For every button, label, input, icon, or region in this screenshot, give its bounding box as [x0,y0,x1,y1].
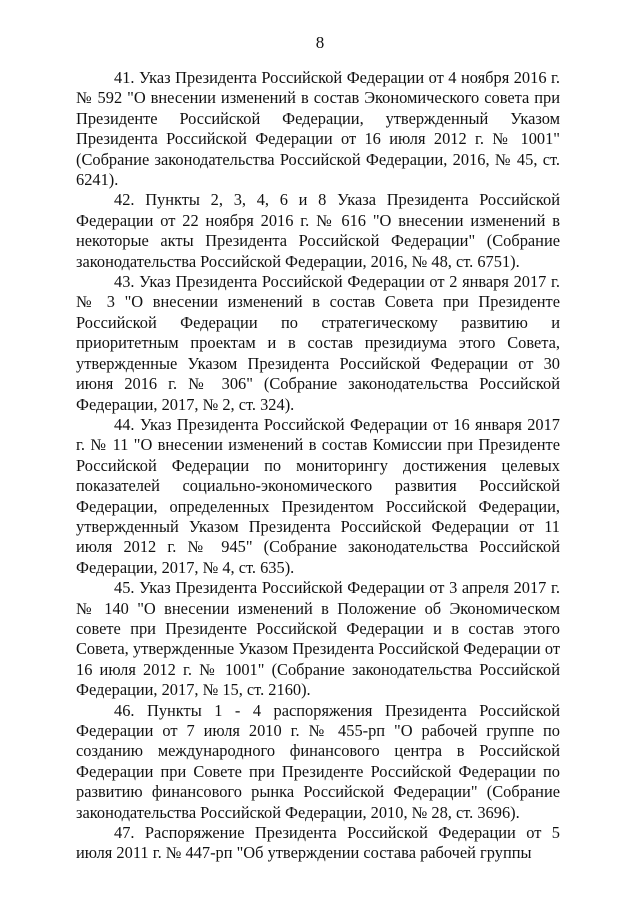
paragraph-41: 41. Указ Президента Российской Федерации от 4 ноября 2016 г. № 592 "О внесении изменений в состав Экономического совета при Президенте Российской Федерации, утвержденный Указом Президента Российской Федерации от 16 июля 2012 г. № 1001" (Собрание законодательства Российской Федерации, 2016, № 45, ст. 6241). [76,68,560,190]
paragraph-45: 45. Указ Президента Российской Федерации от 3 апреля 2017 г. № 140 "О внесении изменений в Положение об Экономическом совете при Президенте Российской Федерации и в состав этого Совета, утвержденные Указом Президента Российской Федерации от 16 июля 2012 г. № 1001" (Собрание законодательства Российской Федерации, 2017, № 15, ст. 2160). [76,578,560,700]
page-number: 8 [315,33,325,52]
paragraph-46: 46. Пункты 1 - 4 распоряжения Президента Российской Федерации от 7 июля 2010 г. № 455-рп "О рабочей группе по созданию международного финансового центра в Российской Федерации при Совете при Президенте Российской Федерации по развитию финансового рынка Российской Федерации" (Собрание законодательства Российской Федерации, 2010, № 28, ст. 3696). [76,700,560,822]
paragraph-42: 42. Пункты 2, 3, 4, 6 и 8 Указа Президента Российской Федерации от 22 ноября 2016 г. № 616 "О внесении изменений в некоторые акты Президента Российской Федерации" (Собрание законодательства Российской Федерации, 2016, № 48, ст. 6751). [76,190,560,271]
document-body [76,68,560,864]
paragraph-47: 47. Распоряжение Президента Российской Федерации от 5 июля 2011 г. № 447-рп "Об утверждении состава рабочей группы [76,823,560,863]
paragraph-44: 44. Указ Президента Российской Федерации от 16 января 2017 г. № 11 "О внесении изменений в состав Комиссии при Президенте Российской Федерации по мониторингу достижения целевых показателей социально-экономического развития Российской Федерации, определенных Президентом Российской Федерации, утвержденный Указом Президента Российской Федерации от 11 июля 2012 г. № 945" (Собрание законодательства Российской Федерации, 2017, № 4, ст. 635). [76,414,560,577]
paragraph-43: 43. Указ Президента Российской Федерации от 2 января 2017 г. № 3 "О внесении изменений в состав Совета при Президенте Российской Федерации по стратегическому развитию и приоритетным проектам и в состав президиума этого Совета, утвержденные Указом Президента Российской Федерации от 30 июня 2016 г. № 306" (Собрание законодательства Российской Федерации, 2017, № 2, ст. 324). [76,272,560,414]
